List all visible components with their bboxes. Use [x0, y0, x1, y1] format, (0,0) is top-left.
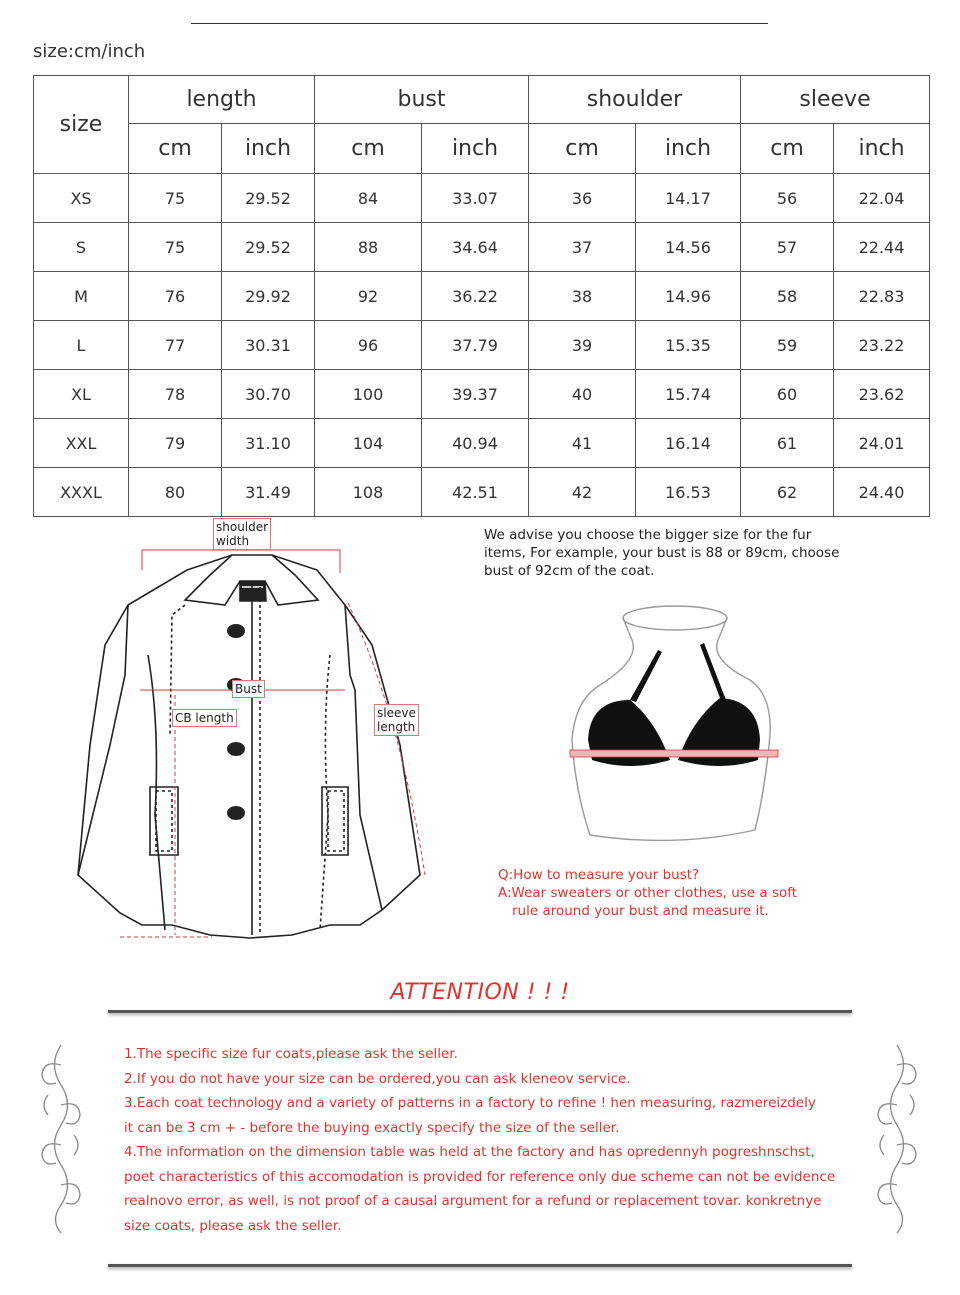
size-cell: M [34, 272, 129, 321]
measurement-cell: 15.35 [636, 321, 741, 370]
measurement-cell: 29.52 [222, 174, 315, 223]
unit-header: cm [129, 124, 222, 174]
measurement-cell: 39.37 [422, 370, 529, 419]
measurement-cell: 76 [129, 272, 222, 321]
measurement-cell: 75 [129, 174, 222, 223]
length-header: length [129, 76, 315, 124]
measurement-cell: 31.49 [222, 468, 315, 517]
note-line: 2.If you do not have your size can be ordered,you can ask kleneov service. [124, 1070, 631, 1087]
size-cell: S [34, 223, 129, 272]
qa-answer: A:Wear sweaters or other clothes, use a soft [498, 885, 798, 901]
measurement-cell: 42 [529, 468, 636, 517]
note-line: 4.The information on the dimension table was held at the factory and has opredennyh pogreshnschst, [124, 1144, 815, 1160]
note-line: size coats, please ask the seller. [124, 1217, 342, 1234]
measurement-cell: 60 [741, 370, 834, 419]
measurement-cell: 15.74 [636, 370, 741, 419]
measurement-cell: 14.17 [636, 174, 741, 223]
measurement-cell: 108 [315, 468, 422, 517]
attention-bottom-rule [108, 1264, 852, 1267]
measurement-cell: 31.10 [222, 419, 315, 468]
measurement-cell: 29.52 [222, 223, 315, 272]
measurement-cell: 42.51 [422, 468, 529, 517]
unit-header: inch [636, 124, 741, 174]
measurement-cell: 37.79 [422, 321, 529, 370]
size-column-header: size [34, 76, 129, 174]
unit-header: inch [422, 124, 529, 174]
table-row [34, 174, 930, 223]
measurement-cell: 80 [129, 468, 222, 517]
bust-measure-qa [498, 866, 858, 920]
measurement-cell: 16.14 [636, 419, 741, 468]
measurement-cell: 14.56 [636, 223, 741, 272]
measurement-cell: 38 [529, 272, 636, 321]
note-line: it can be 3 cm + - before the buying exactly specify the size of the seller. [124, 1119, 620, 1136]
size-cell: L [34, 321, 129, 370]
table-row [34, 468, 930, 517]
measurement-cell: 14.96 [636, 272, 741, 321]
measurement-cell: 58 [741, 272, 834, 321]
cb-length-label: CB length [172, 709, 237, 727]
measurement-cell: 34.64 [422, 223, 529, 272]
measurement-cell: 23.62 [834, 370, 930, 419]
attention-notes [124, 1042, 854, 1238]
measurement-cell: 78 [129, 370, 222, 419]
unit-header: inch [834, 124, 930, 174]
size-cell: XXXL [34, 468, 129, 517]
measurement-cell: 33.07 [422, 174, 529, 223]
measurement-cell: 59 [741, 321, 834, 370]
bust-measurement-illustration [560, 600, 790, 850]
measurement-cell: 30.70 [222, 370, 315, 419]
qa-answer-cont: rule around your bust and measure it. [512, 903, 769, 919]
table-row [34, 370, 930, 419]
size-cell: XXL [34, 419, 129, 468]
attention-top-rule [108, 1010, 852, 1013]
note-line: 3.Each coat technology and a variety of patterns in a factory to refine ! hen measuring, razmereizdely [124, 1095, 816, 1111]
note-line: 1.The specific size fur coats,please ask the seller. [124, 1046, 458, 1062]
measurement-cell: 37 [529, 223, 636, 272]
table-row [34, 321, 930, 370]
size-advice-text: We advise you choose the bigger size for the fur items, For example, your bust is 88 or 89cm, choose bust of 92cm of the coat. [484, 527, 840, 579]
measurement-cell: 22.04 [834, 174, 930, 223]
table-row [34, 223, 930, 272]
measurement-cell: 57 [741, 223, 834, 272]
size-cell: XS [34, 174, 129, 223]
measurement-cell: 22.83 [834, 272, 930, 321]
left-ornament-icon [38, 1045, 84, 1233]
table-row [34, 419, 930, 468]
measurement-cell: 24.01 [834, 419, 930, 468]
qa-question: Q:How to measure your bust? [498, 867, 700, 883]
measurement-cell: 40.94 [422, 419, 529, 468]
note-line: realnovo error, as well, is not proof of a causal argument for a refund or replacement tovar. konkretnye [124, 1193, 822, 1209]
measurement-cell: 22.44 [834, 223, 930, 272]
measurement-cell: 39 [529, 321, 636, 370]
unit-header: inch [222, 124, 315, 174]
sleeve-header: sleeve [741, 76, 930, 124]
size-chart-table [33, 75, 930, 517]
measurement-cell: 77 [129, 321, 222, 370]
measurement-cell: 75 [129, 223, 222, 272]
shoulder-width-label: shoulder width [213, 518, 271, 550]
measurement-cell: 84 [315, 174, 422, 223]
measurement-cell: 104 [315, 419, 422, 468]
measurement-cell: 29.92 [222, 272, 315, 321]
measurement-cell: 96 [315, 321, 422, 370]
table-row [34, 272, 930, 321]
measurement-cell: 30.31 [222, 321, 315, 370]
measurement-cell: 61 [741, 419, 834, 468]
measurement-cell: 56 [741, 174, 834, 223]
measurement-cell: 41 [529, 419, 636, 468]
unit-header: cm [741, 124, 834, 174]
measurement-cell: 88 [315, 223, 422, 272]
measurement-cell: 92 [315, 272, 422, 321]
unit-header: cm [315, 124, 422, 174]
unit-header: cm [529, 124, 636, 174]
measurement-cell: 62 [741, 468, 834, 517]
measurement-cell: 40 [529, 370, 636, 419]
note-line: poet characteristics of this accomodation is provided for reference only due scheme can not be evidence [124, 1168, 836, 1185]
unit-label: size:cm/inch [33, 41, 146, 62]
measurement-cell: 16.53 [636, 468, 741, 517]
measurement-cell: 24.40 [834, 468, 930, 517]
bust-label: Bust [232, 680, 265, 698]
right-ornament-icon [874, 1045, 920, 1233]
measurement-cell: 23.22 [834, 321, 930, 370]
attention-title: ATTENTION ! ! ! [390, 980, 570, 1005]
measurement-cell: 79 [129, 419, 222, 468]
measurement-cell: 36.22 [422, 272, 529, 321]
measurement-cell: 100 [315, 370, 422, 419]
shoulder-header: shoulder [529, 76, 741, 124]
size-cell: XL [34, 370, 129, 419]
sleeve-length-label: sleeve length [374, 704, 419, 736]
bust-header: bust [315, 76, 529, 124]
measurement-cell: 36 [529, 174, 636, 223]
top-divider [191, 23, 768, 24]
